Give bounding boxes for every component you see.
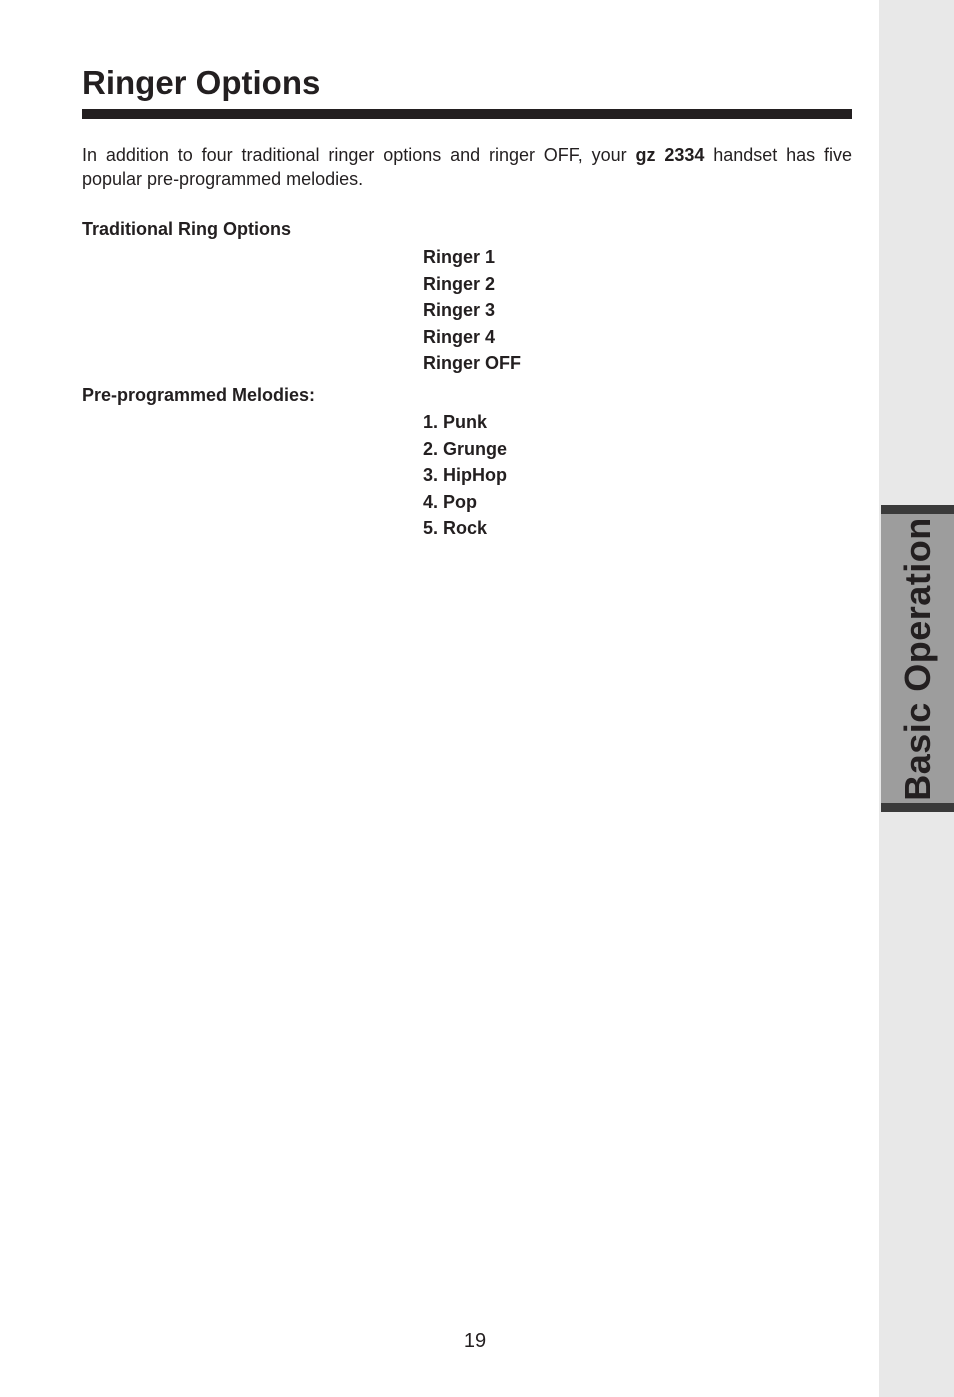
list-item: Ringer 1 <box>423 247 496 267</box>
intro-text-end: handset has five popular pre-programmed melodies. <box>82 145 853 189</box>
list-item: 3. HipHop <box>423 465 507 485</box>
list-item: Ringer OFF <box>423 353 521 373</box>
page-number: 19 <box>463 1330 487 1352</box>
melodies-heading: Pre-programmed Melodies: <box>82 385 316 405</box>
list-item: Ringer 4 <box>423 326 496 347</box>
section-tab-label: Basic Operation <box>896 516 938 801</box>
model-number: gz 2334 <box>635 145 705 165</box>
intro-text-start: In addition to four traditional ringer options and ringer OFF, your <box>82 145 636 165</box>
traditional-ringer-list <box>423 244 521 377</box>
melody-list <box>423 409 507 542</box>
list-item: 1. Punk <box>423 412 488 432</box>
list-item: 5. Rock <box>423 518 488 538</box>
traditional-heading: Traditional Ring Options <box>82 219 291 239</box>
page-title: Ringer Options <box>82 64 321 101</box>
list-item: Ringer 3 <box>423 300 496 320</box>
list-item: 2. Grunge <box>423 438 508 459</box>
list-item: Ringer 2 <box>423 273 496 294</box>
title-rule <box>82 109 852 119</box>
list-item: 4. Pop <box>423 491 478 512</box>
section-tab <box>881 505 954 812</box>
intro-paragraph <box>82 143 852 191</box>
